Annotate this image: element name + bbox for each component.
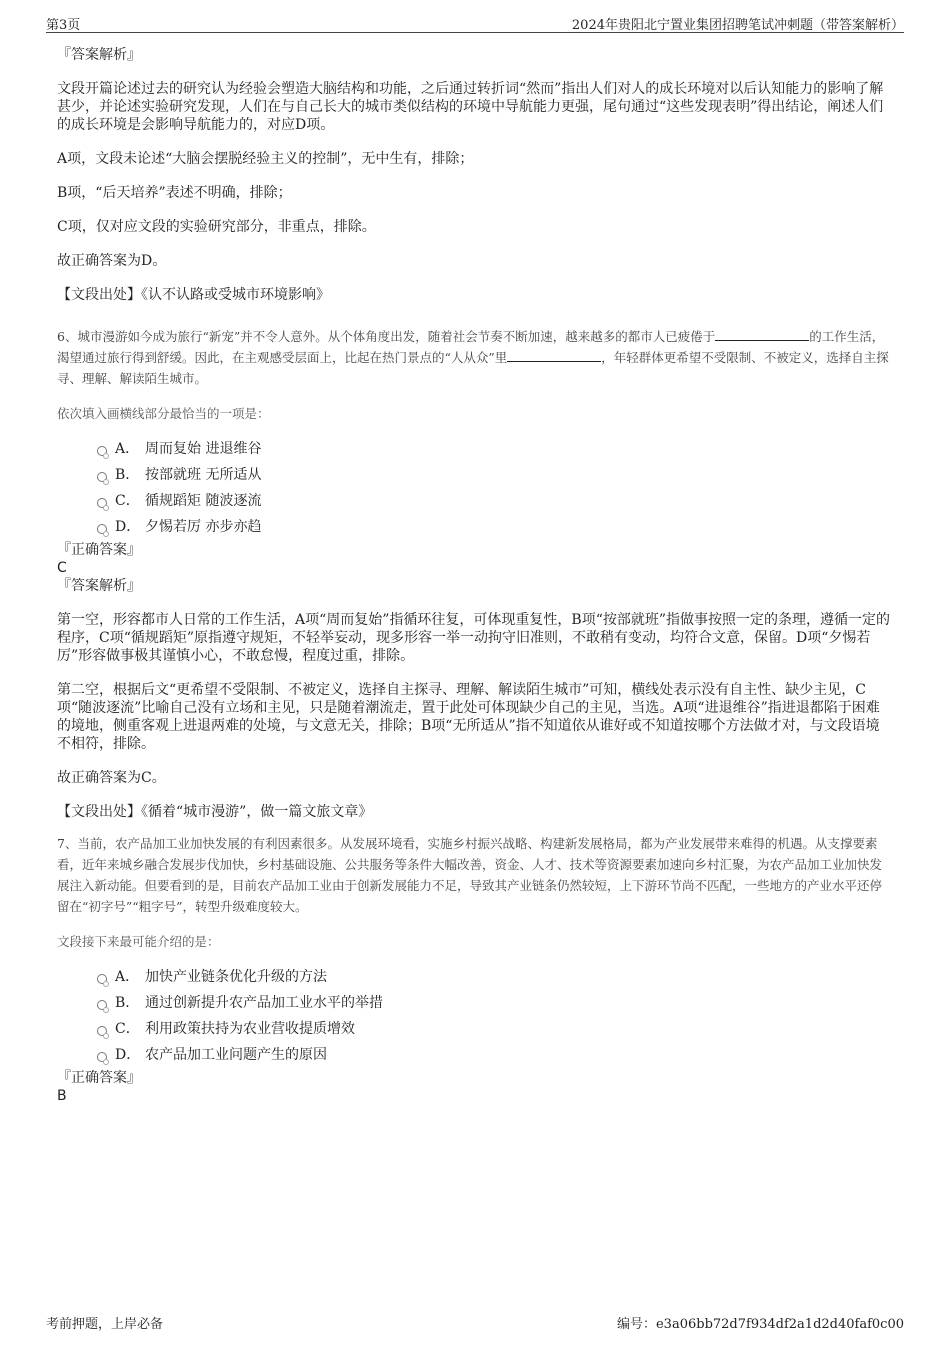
q6-blank-2 [507,349,601,362]
document-id: 编号：e3a06bb72d7f934df2a1d2d40faf0c00 [616,1317,904,1332]
page-number: 第3页 [46,18,81,33]
radio-icon[interactable] [97,446,107,456]
q6-prompt: 依次填入画横线部分最恰当的一项是： [57,406,270,421]
q6-analysis-paragraph: 第二空，根据后文“更希望不受限制、不被定义，选择自主探寻、理解、解读陌生城市”可知，横线处表示没有自主性、缺少主见，C项“随波逐流”比喻自己没有立场和主见，只是随着潮流走，置于此处可体现缺少自己的主见，当选。A项“进退维谷”指进退都陷于困难的境地，侧重客观上进退两难的处境，与文意无关，排除；B项“无所适从”指不知道依从谁好或不知道按哪个方法做才对，与文段语境不相符，排除。 [57,682,880,752]
q6-blank-1 [715,328,809,341]
q6-analysis-paragraph: 故正确答案为C。 [57,770,166,786]
q6-option-a[interactable]: A． 周而复始 进退维谷 [97,439,893,465]
radio-icon[interactable] [97,524,107,534]
q7-option-c[interactable]: C． 利用政策扶持为农业营收提质增效 [97,1019,893,1045]
q6-source: 【文段出处】《循着“城市漫游”，做一篇文旅文章》 [57,804,373,820]
q6-analysis-label: 『答案解析』 [57,578,141,594]
q6-option-b[interactable]: B． 按部就班 无所适从 [97,465,893,491]
radio-icon[interactable] [97,1026,107,1036]
q6-correct-label: 『正确答案』 [57,542,141,558]
footer-slogan: 考前押题，上岸必备 [46,1317,164,1332]
q5-analysis-paragraph: B项，“后天培养”表述不明确，排除； [57,185,292,201]
q6-answer: C [57,560,67,576]
q5-analysis-label: 『答案解析』 [57,47,141,63]
q5-analysis-paragraph: A项，文段未论述“大脑会摆脱经验主义的控制”，无中生有，排除； [57,151,474,167]
radio-icon[interactable] [97,1052,107,1062]
q6-option-d[interactable]: D． 夕惕若厉 亦步亦趋 [97,517,893,543]
page-header [46,14,904,33]
q6-options [97,439,893,543]
q5-source: 【文段出处】《认不认路或受城市环境影响》 [57,287,330,303]
radio-icon[interactable] [97,1000,107,1010]
q7-option-a[interactable]: A． 加快产业链条优化升级的方法 [97,967,893,993]
q7-correct-label: 『正确答案』 [57,1070,141,1086]
radio-icon[interactable] [97,498,107,508]
q7-option-d[interactable]: D． 农产品加工业问题产生的原因 [97,1045,893,1071]
q5-analysis-paragraph: C项，仅对应文段的实验研究部分，非重点，排除。 [57,219,376,235]
q7-prompt: 文段接下来最可能介绍的是： [57,934,220,949]
q6-stem: 6、城市漫游如今成为旅行“新宠”并不令人意外。从个体角度出发，随着社会节奏不断加速，越来越多的都市人已疲倦于 的工作生活，渴望通过旅行得到舒缓。因此，在主观感受层面上，比起在热门景点的“人从众”里 ，年轻群体更希望不受限制、不被定义，选择自主探寻、理解、解读陌生城市。 [57,329,889,386]
q7-answer: B [57,1088,67,1104]
document-title: 2024年贵阳北宁置业集团招聘笔试冲刺题（带答案解析） [571,18,904,33]
q7-options [97,967,893,1071]
radio-icon[interactable] [97,472,107,482]
q5-analysis-paragraph: 文段开篇论述过去的研究认为经验会塑造大脑结构和功能，之后通过转折词“然而”指出人们对人的成长环境对以后认知能力的影响了解甚少，并论述实验研究发现，人们在与自己长大的城市类似结构的环境中导航能力更强，尾句通过“这些发现表明”得出结论，阐述人们的成长环境是会影响导航能力的，对应D项。 [57,81,884,133]
page-content [57,46,893,1105]
q7-stem: 7、当前，农产品加工业加快发展的有利因素很多。从发展环境看，实施乡村振兴战略、构建新发展格局，都为产业发展带来难得的机遇。从支撑要素看，近年来城乡融合发展步伐加快，乡村基础设施、公共服务等条件大幅改善，资金、人才、技术等资源要素加速向乡村汇聚，为农产品加工业加快发展注入新动能。但要看到的是，目前农产品加工业由于创新发展能力不足，导致其产业链条仍然较短，上下游环节尚不匹配，一些地方的产业水平还停留在“初字号”“粗字号”，转型升级难度较大。 [57,836,883,914]
q7-option-b[interactable]: B． 通过创新提升农产品加工业水平的举措 [97,993,893,1019]
q6-option-c[interactable]: C． 循规蹈矩 随波逐流 [97,491,893,517]
radio-icon[interactable] [97,974,107,984]
q6-analysis-paragraph: 第一空，形容都市人日常的工作生活，A项“周而复始”指循环往复，可体现重复性，B项“按部就班”指做事按照一定的条理，遵循一定的程序，C项“循规蹈矩”原指遵守规矩，不轻举妄动，现多形容一举一动拘守旧准则，不敢稍有变动，均符合文意，保留。D项“夕惕若厉”形容做事极其谨慎小心，不敢怠慢，程度过重，排除。 [57,612,891,664]
q5-analysis-paragraph: 故正确答案为D。 [57,253,167,269]
